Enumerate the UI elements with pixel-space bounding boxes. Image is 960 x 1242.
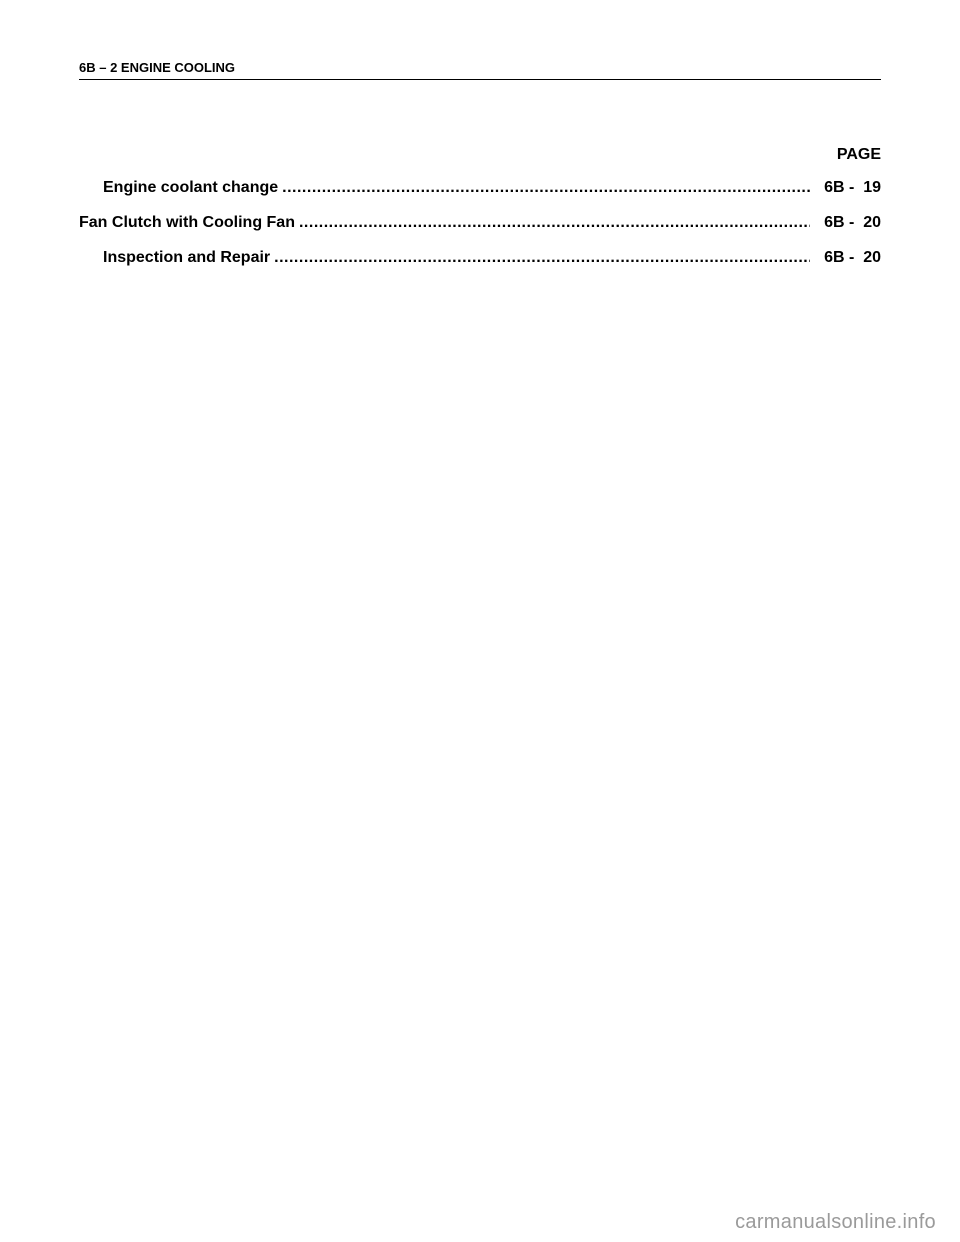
page-column-heading: PAGE [836,146,881,163]
toc-entry-fan-clutch-with-cooling-fan[interactable] [79,213,881,248]
page-header-title: 6B – 2 ENGINE COOLING [79,60,236,75]
toc-dot-leader [282,178,810,198]
page-header [79,59,881,80]
toc-dot-leader [274,248,810,268]
toc-entry-engine-coolant-change[interactable] [79,178,881,213]
toc-entry-page: 6B - 20 [824,214,881,231]
table-of-contents [79,178,881,283]
toc-entry-title: Engine coolant change [103,179,279,196]
toc-entry-title: Inspection and Repair [103,249,271,266]
watermark: carmanualsonline.info [735,1211,936,1233]
toc-entry-inspection-and-repair[interactable] [79,248,881,283]
toc-entry-page: 6B - 19 [824,179,881,196]
toc-dot-leader [299,213,810,233]
toc-entry-title: Fan Clutch with Cooling Fan [79,214,295,231]
toc-entry-page: 6B - 20 [824,249,881,266]
